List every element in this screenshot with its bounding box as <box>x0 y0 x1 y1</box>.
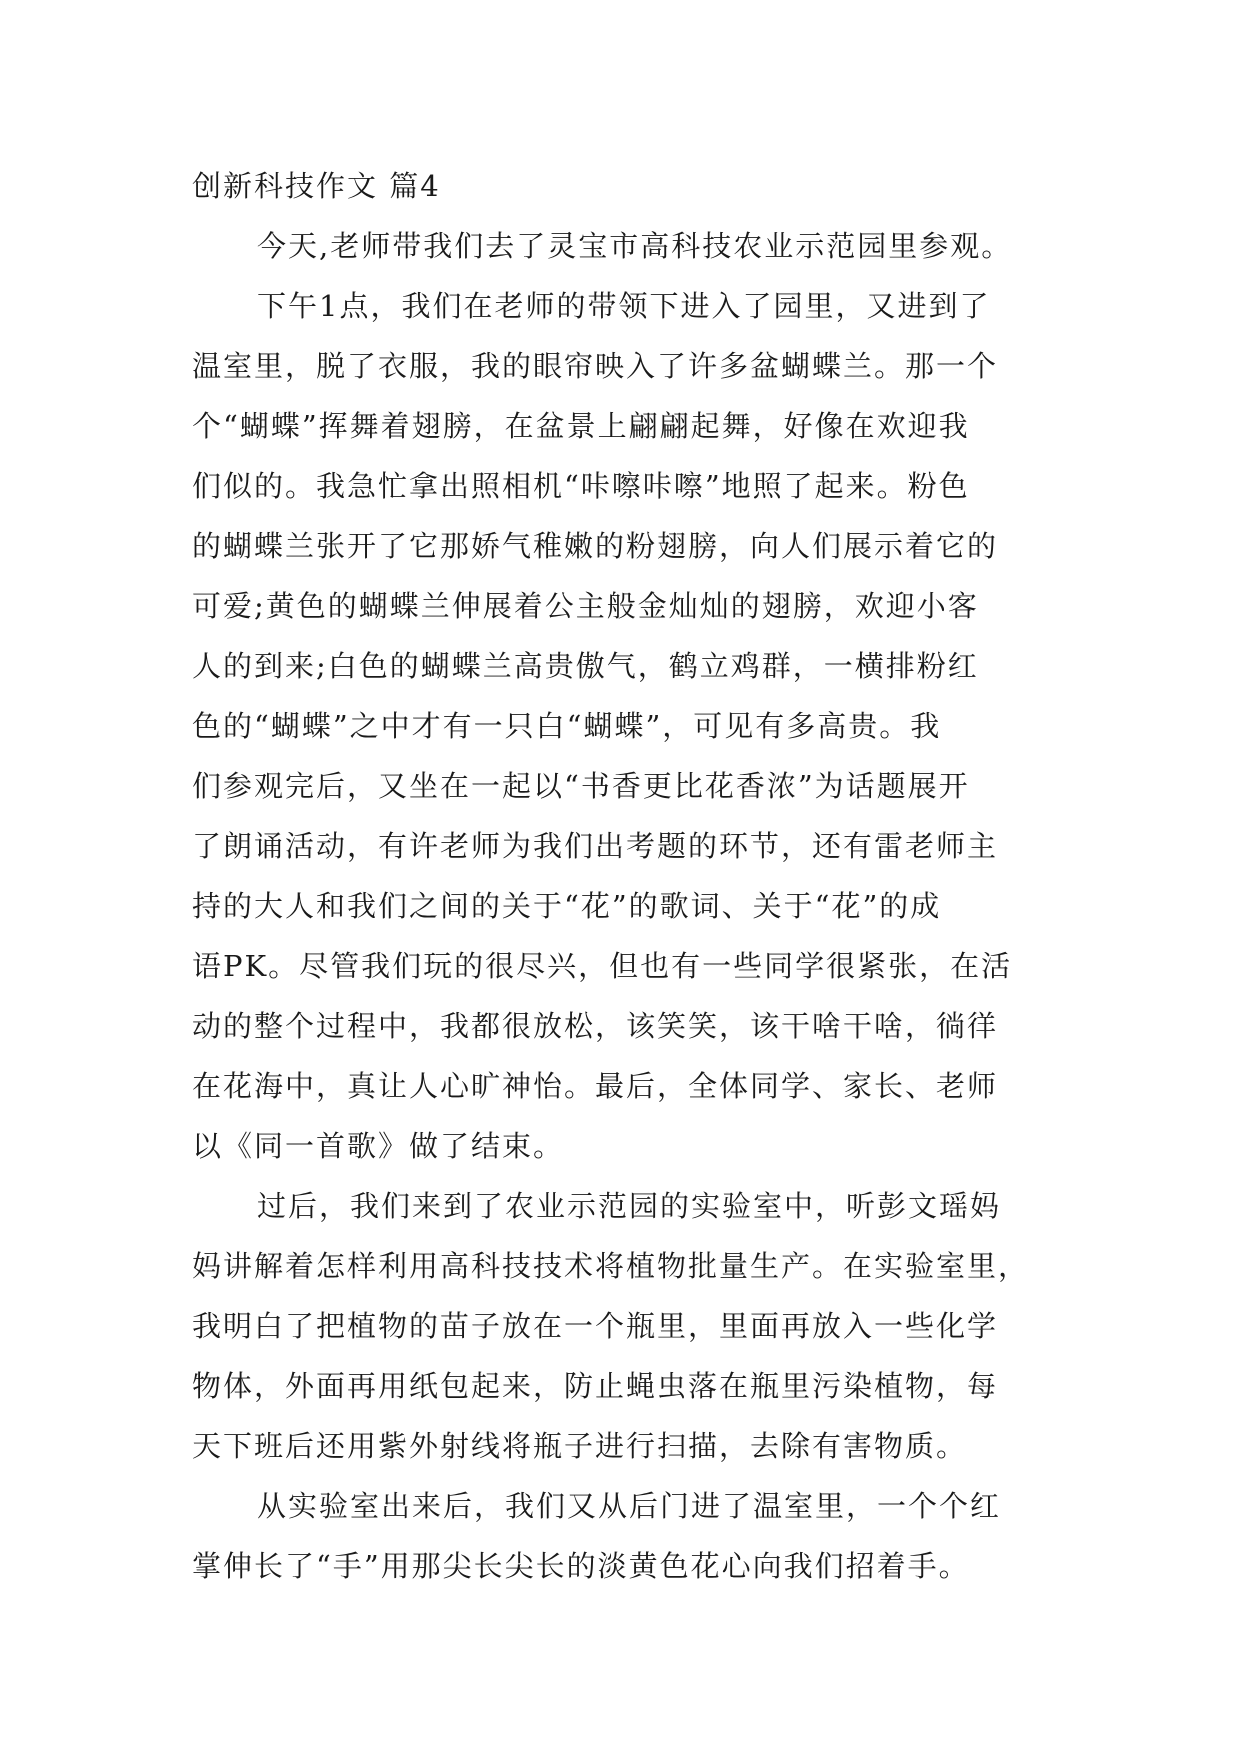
essay-heading: 创新科技作文 篇4 <box>192 169 441 203</box>
paragraph-line: 天下班后还用紫外射线将瓶子进行扫描，去除有害物质。 <box>192 1429 968 1463</box>
paragraph-line: 了朗诵活动，有许老师为我们出考题的环节，还有雷老师主 <box>192 829 999 863</box>
paragraph-line: 今天,老师带我们去了灵宝市高科技农业示范园里参观。 <box>257 229 1013 263</box>
paragraph-line: 我明白了把植物的苗子放在一个瓶里，里面再放入一些化学 <box>192 1309 999 1343</box>
paragraph-line: 们参观完后，又坐在一起以“书香更比花香浓”为话题展开 <box>192 769 970 803</box>
paragraph-line: 动的整个过程中，我都很放松，该笑笑，该干啥干啥，徜徉 <box>192 1009 999 1043</box>
paragraph-line: 以《同一首歌》做了结束。 <box>192 1129 565 1163</box>
paragraph-line: 们似的。我急忙拿出照相机“咔嚓咔嚓”地照了起来。粉色 <box>192 469 970 503</box>
paragraph-line: 温室里，脱了衣服，我的眼帘映入了许多盆蝴蝶兰。那一个 <box>192 349 999 383</box>
paragraph-line: 掌伸长了“手”用那尖长尖长的淡黄色花心向我们招着手。 <box>192 1549 970 1583</box>
paragraph-line: 个“蝴蝶”挥舞着翅膀，在盆景上翩翩起舞，好像在欢迎我 <box>192 409 970 443</box>
paragraph-line: 人的到来;白色的蝴蝶兰高贵傲气，鹤立鸡群，一横排粉红 <box>192 649 979 683</box>
paragraph-line: 物体，外面再用纸包起来，防止蝇虫落在瓶里污染植物，每 <box>192 1369 999 1403</box>
paragraph-line: 持的大人和我们之间的关于“花”的歌词、关于“花”的成 <box>192 889 942 923</box>
paragraph-line: 在花海中，真让人心旷神怡。最后，全体同学、家长、老师 <box>192 1069 999 1103</box>
paragraph-line: 可爱;黄色的蝴蝶兰伸展着公主般金灿灿的翅膀，欢迎小客 <box>192 589 979 623</box>
paragraph-line: 下午1点，我们在老师的带领下进入了园里，又进到了 <box>257 289 991 323</box>
paragraph-line: 妈讲解着怎样利用高科技技术将植物批量生产。在实验室里， <box>192 1249 1030 1283</box>
paragraph-line: 过后，我们来到了农业示范园的实验室中，听彭文瑶妈 <box>257 1189 1002 1223</box>
paragraph-line: 色的“蝴蝶”之中才有一只白“蝴蝶”，可见有多高贵。我 <box>192 709 942 743</box>
paragraph-line: 从实验室出来后，我们又从后门进了温室里，一个个红 <box>257 1489 1002 1523</box>
paragraph-line: 的蝴蝶兰张开了它那娇气稚嫩的粉翅膀，向人们展示着它的 <box>192 529 999 563</box>
paragraph-line: 语PK。尽管我们玩的很尽兴，但也有一些同学很紧张，在活 <box>192 949 1013 983</box>
